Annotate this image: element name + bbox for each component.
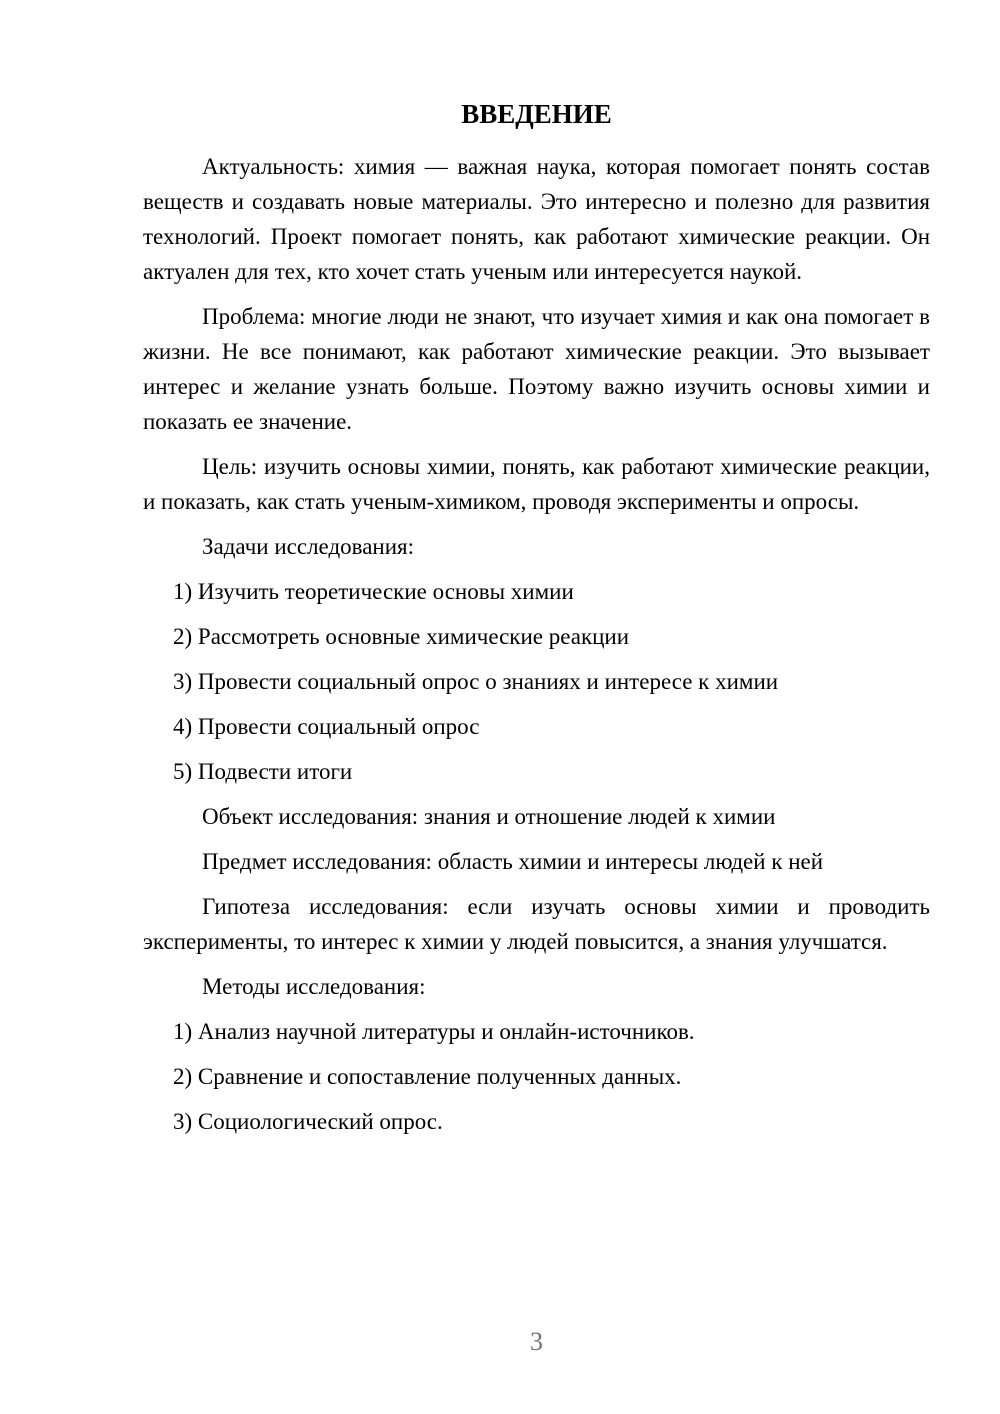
task-item-3: 3) Провести социальный опрос о знаниях и интересе к химии — [173, 669, 779, 694]
task-item-2: 2) Рассмотреть основные химические реакции — [173, 624, 630, 649]
paragraph-problem: Проблема: многие люди не знают, что изучает химия и как она помогает в жизни. Не все понимают, как работают химические реакции. Это вызывает интерес и желание узнать больше. Поэтому важно изучить основы химии и показать ее значение. — [143, 304, 930, 434]
paragraph-goal: Цель: изучить основы химии, понять, как работают химические реакции, и показать, как стать ученым-химиком, проводя эксперименты и опросы. — [143, 454, 930, 514]
task-item-1: 1) Изучить теоретические основы химии — [173, 579, 574, 604]
method-item-1: 1) Анализ научной литературы и онлайн-источников. — [173, 1019, 695, 1044]
task-item-5: 5) Подвести итоги — [173, 759, 353, 784]
method-item-2: 2) Сравнение и сопоставление полученных данных. — [173, 1064, 682, 1089]
paragraph-relevance: Актуальность: химия — важная наука, которая помогает понять состав веществ и создавать новые материалы. Это интересно и полезно для развития технологий. Проект помогает понять, как работают химические реакции. Он актуален для тех, кто хочет стать ученым или интересуется наукой. — [143, 154, 930, 284]
paragraph-object: Объект исследования: знания и отношение людей к химии — [202, 804, 776, 829]
page-number: 3 — [530, 1327, 543, 1356]
paragraph-hypothesis: Гипотеза исследования: если изучать основы химии и проводить эксперименты, то интерес к химии у людей повысится, а знания улучшатся. — [143, 894, 930, 954]
method-item-3: 3) Социологический опрос. — [173, 1109, 443, 1134]
page-title: ВВЕДЕНИЕ — [461, 99, 612, 129]
document-content — [143, 97, 930, 1139]
paragraph-subject: Предмет исследования: область химии и интересы людей к ней — [202, 849, 824, 874]
methods-heading: Методы исследования: — [202, 974, 426, 999]
task-item-4: 4) Провести социальный опрос — [173, 714, 480, 739]
tasks-heading: Задачи исследования: — [202, 534, 415, 559]
